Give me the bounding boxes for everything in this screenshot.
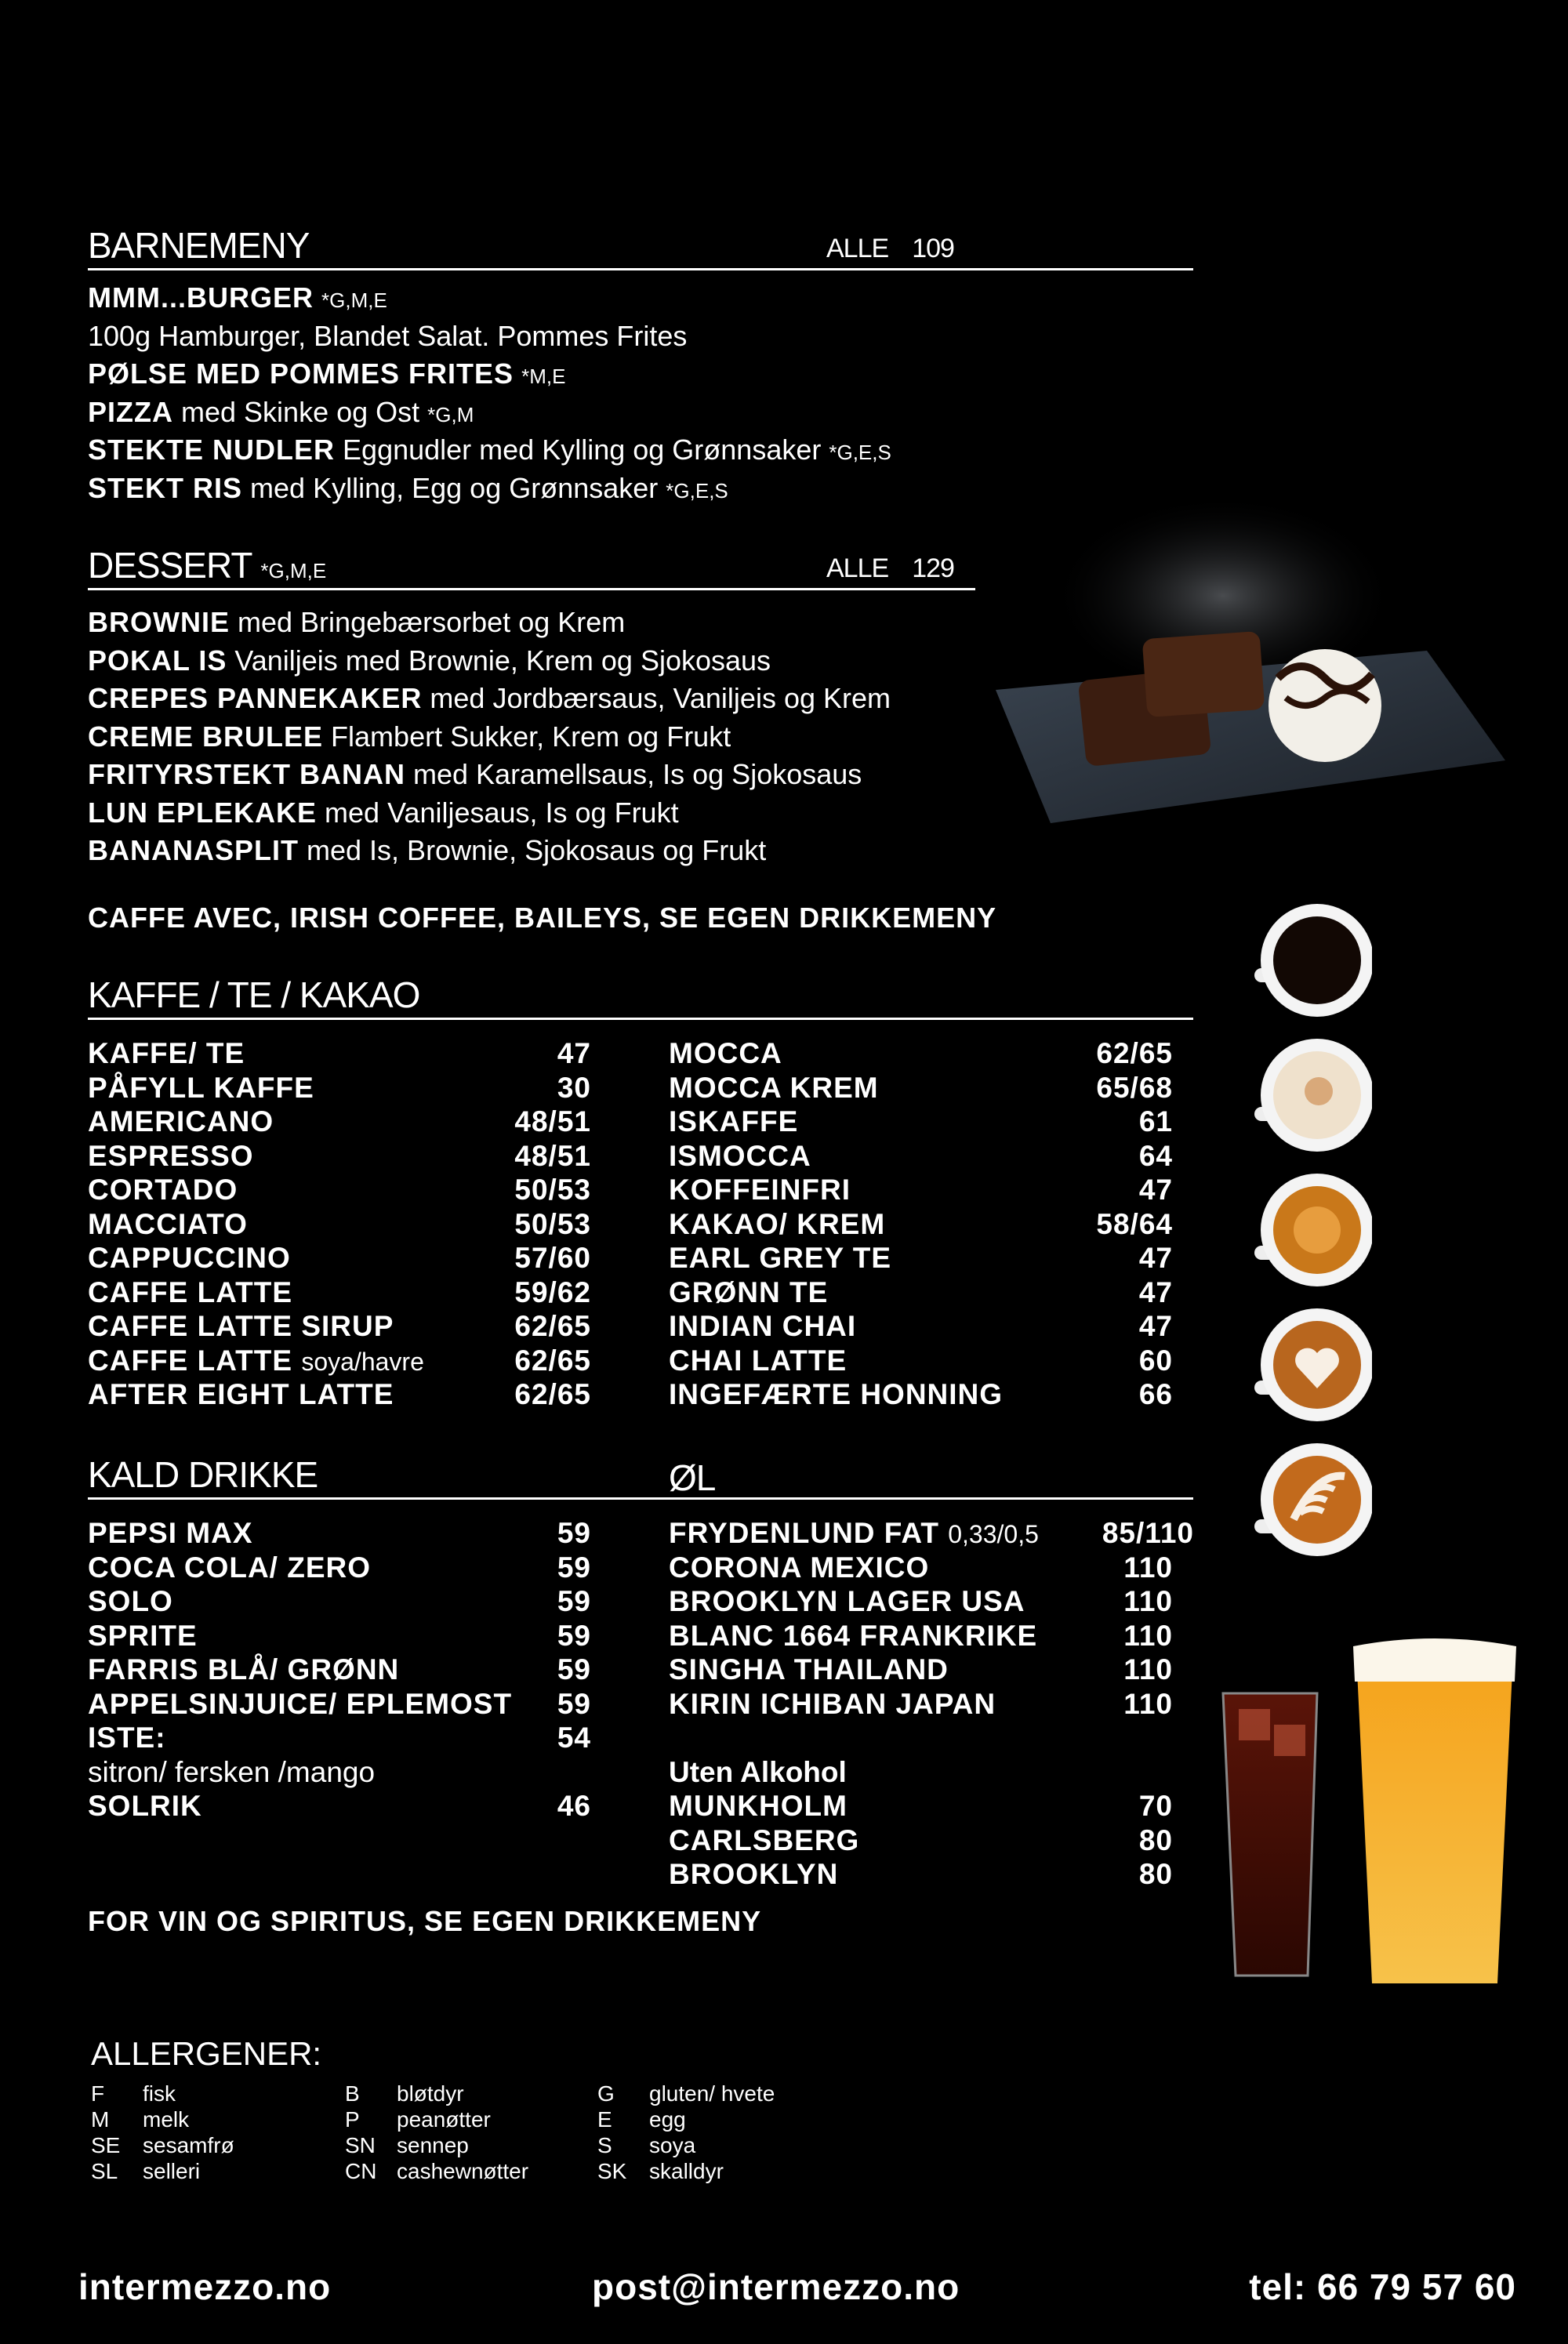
latte-heart-icon [1254, 1306, 1372, 1424]
row-price: 59 [557, 1619, 591, 1652]
row-label: ISTE: [88, 1722, 166, 1754]
barnemeny-item [88, 470, 728, 510]
price-row [669, 1857, 1173, 1892]
row-name [88, 1551, 371, 1585]
uten-alkohol-title: Uten Alkohol [669, 1755, 847, 1788]
dessert-item [88, 756, 862, 793]
item-name: FRITYRSTEKT BANAN [88, 758, 405, 790]
row-price: 110 [1123, 1619, 1173, 1652]
allergen-row [597, 2106, 775, 2132]
barnemeny-header [88, 227, 1193, 270]
row-name [669, 1584, 1025, 1619]
kaffe-title: KAFFE / TE / KAKAO [88, 974, 420, 1015]
row-label: KAFFE/ TE [88, 1037, 245, 1069]
row-label: KIRIN ICHIBAN JAPAN [669, 1687, 996, 1720]
row-price: 58/64 [1096, 1207, 1173, 1240]
price-row [88, 1516, 591, 1551]
dessert-item [88, 832, 766, 869]
row-price: 47 [557, 1037, 591, 1069]
row-label: CAPPUCCINO [88, 1242, 291, 1274]
row-price: 110 [1123, 1687, 1173, 1720]
allergen-row [345, 2081, 528, 2106]
allergen-code: M [91, 2107, 110, 2132]
row-price: 62/65 [514, 1378, 591, 1410]
row-label: PEPSI MAX [88, 1517, 253, 1549]
item-allergens: *M,E [521, 365, 566, 388]
row-price: 62/65 [514, 1310, 591, 1342]
price-row [88, 1789, 591, 1823]
row-name [669, 1275, 828, 1310]
allergen-row [91, 2081, 234, 2106]
row-price: 48/51 [514, 1105, 591, 1138]
notice-vin: FOR VIN OG SPIRITUS, SE EGEN DRIKKEMENY [88, 1905, 762, 1937]
row-name [669, 1207, 885, 1242]
row-name [669, 1139, 811, 1174]
price-row [669, 1241, 1173, 1275]
row-price: 66 [1138, 1378, 1173, 1410]
price-row [669, 1823, 1173, 1858]
allergen-name: sennep [397, 2133, 469, 2157]
row-label: GRØNN TE [669, 1275, 829, 1308]
row-price: 47 [1138, 1242, 1173, 1274]
row-price: 80 [1138, 1823, 1173, 1856]
item-desc: med Vaniljesaus, Is og Frukt [325, 796, 679, 829]
latte-art-icon [1254, 1441, 1372, 1558]
price-row [669, 1789, 1173, 1823]
espresso-icon [1254, 1171, 1372, 1289]
barnemeny-item [88, 431, 891, 471]
item-desc: med Karamellsaus, Is og Sjokosaus [413, 758, 862, 790]
row-name [669, 1653, 949, 1687]
row-label: INGEFÆRTE HONNING [669, 1378, 1004, 1410]
row-name [669, 1516, 1039, 1551]
kaffe-right-column [669, 1036, 1173, 1412]
ol-column [669, 1516, 1194, 1892]
dessert-item [88, 642, 771, 680]
row-name [88, 1071, 314, 1105]
row-label: PÅFYLL KAFFE [88, 1071, 314, 1104]
black-coffee-icon [1254, 902, 1372, 1019]
allergen-code: SL [91, 2159, 118, 2183]
item-name: BANANASPLIT [88, 834, 299, 866]
item-name: CREME BRULEE [88, 720, 324, 753]
coffee-cups [1254, 902, 1411, 1576]
row-price: 65/68 [1096, 1071, 1173, 1104]
item-desc: 100g Hamburger, Blandet Salat. Pommes Frites [88, 319, 688, 352]
item-name: CREPES PANNEKAKER [88, 682, 423, 714]
allergen-column-2 [345, 2081, 528, 2184]
item-allergens: *G,M,E [321, 288, 387, 312]
row-price: 47 [1138, 1310, 1173, 1342]
price-row [88, 1584, 591, 1619]
row-name [669, 1551, 929, 1585]
dessert-alle: ALLE 129 [826, 553, 954, 583]
barnemeny-item [88, 355, 565, 395]
allergen-code: F [91, 2081, 105, 2106]
row-name [88, 1105, 274, 1139]
item-name: PØLSE MED POMMES FRITES [88, 357, 514, 390]
row-name [88, 1687, 512, 1722]
kald-column [88, 1516, 591, 1823]
item-name: PIZZA [88, 395, 173, 428]
row-label: MOCCA [669, 1037, 782, 1069]
price-row [669, 1653, 1173, 1687]
price-row [88, 1344, 591, 1378]
drinks-photo [1207, 1638, 1521, 1999]
price-row [669, 1516, 1194, 1551]
allergen-row [345, 2158, 528, 2184]
row-price: 62/65 [1096, 1037, 1173, 1069]
row-sub: soya/havre [301, 1347, 424, 1376]
allergen-name: bløtdyr [397, 2081, 464, 2106]
row-price: 110 [1123, 1585, 1173, 1617]
row-label: BROOKLYN LAGER USA [669, 1585, 1025, 1617]
item-name: LUN EPLEKAKE [88, 796, 318, 829]
row-sub: 0,33/0,5 [948, 1520, 1039, 1548]
row-name [88, 1309, 394, 1344]
allergen-column-3 [597, 2081, 775, 2184]
row-price: 59 [557, 1517, 591, 1549]
row-label: ESPRESSO [88, 1139, 254, 1172]
row-label: SPRITE [88, 1619, 198, 1652]
row-name [88, 1789, 202, 1823]
barnemeny-item [88, 279, 387, 319]
row-price: 57/60 [514, 1242, 591, 1274]
allergen-name: gluten/ hvete [649, 2081, 775, 2106]
row-name: CARLSBERG [669, 1823, 860, 1856]
row-price: 60 [1138, 1344, 1173, 1377]
allergen-name: melk [143, 2107, 190, 2132]
row-name [88, 1139, 254, 1174]
item-allergens: *G,E,S [829, 441, 891, 464]
allergen-row [91, 2106, 234, 2132]
row-label: MOCCA KREM [669, 1071, 879, 1104]
price-row [669, 1036, 1173, 1071]
row-name [669, 1687, 996, 1722]
allergen-row [597, 2158, 775, 2184]
kaffe-header [88, 974, 1193, 1020]
dessert-allergens: *G,M,E [260, 559, 327, 582]
row-name [88, 1377, 394, 1412]
price-row [88, 1071, 591, 1105]
row-price: 59 [557, 1551, 591, 1584]
allergen-column-1 [91, 2081, 234, 2184]
price-row [669, 1377, 1173, 1412]
allergen-code: E [597, 2107, 612, 2132]
row-label: sitron/ fersken /mango [88, 1755, 376, 1788]
row-price: 59 [557, 1585, 591, 1617]
barnemeny-alle: ALLE 109 [826, 234, 954, 263]
dessert-item [88, 680, 891, 717]
row-label: COCA COLA/ ZERO [88, 1551, 372, 1584]
price-row [88, 1721, 591, 1755]
price-row [88, 1309, 591, 1344]
price-row [88, 1173, 591, 1207]
barnemeny-title: BARNEMENY [88, 225, 310, 266]
barnemeny-item [88, 394, 474, 434]
row-price: 110 [1123, 1551, 1173, 1584]
price-row [88, 1241, 591, 1275]
item-desc: Vaniljeis med Brownie, Krem og Sjokosaus [234, 644, 771, 677]
price-row [669, 1275, 1173, 1310]
row-label: INDIAN CHAI [669, 1310, 857, 1342]
dessert-item [88, 604, 625, 641]
item-name: MMM...BURGER [88, 281, 314, 314]
row-price: 80 [1138, 1858, 1173, 1890]
price-row [88, 1619, 591, 1653]
price-row [88, 1687, 591, 1722]
row-name [669, 1241, 891, 1275]
row-name [669, 1105, 798, 1139]
row-price: 46 [557, 1790, 591, 1822]
row-name [88, 1653, 399, 1687]
row-label: KAKAO/ KREM [669, 1207, 886, 1240]
kald-title: KALD DRIKKE [88, 1454, 318, 1495]
price-row [669, 1619, 1173, 1653]
item-name: STEKTE NUDLER [88, 434, 336, 466]
row-price: 30 [557, 1071, 591, 1104]
row-label: CHAI LATTE [669, 1344, 848, 1377]
row-label: ISMOCCA [669, 1139, 811, 1172]
price-row [669, 1584, 1173, 1619]
dessert-item [88, 794, 679, 832]
price-row [88, 1036, 591, 1071]
dessert-item [88, 718, 731, 756]
dessert-photo [988, 502, 1505, 831]
item-desc: Eggnudler med Kylling og Grønnsaker [343, 434, 822, 466]
row-price: 70 [1138, 1790, 1173, 1822]
allergen-row [345, 2106, 528, 2132]
price-row [669, 1105, 1173, 1139]
row-name [88, 1584, 173, 1619]
item-desc: Flambert Sukker, Krem og Frukt [331, 720, 731, 753]
allergen-name: fisk [143, 2081, 176, 2106]
row-label: CORTADO [88, 1174, 238, 1206]
kaffe-left-column [88, 1036, 591, 1412]
row-name [669, 1619, 1037, 1653]
row-label: EARL GREY TE [669, 1242, 892, 1274]
ol-title: ØL [669, 1457, 716, 1498]
row-price: 50/53 [514, 1174, 591, 1206]
allergen-code: S [597, 2133, 612, 2157]
row-name [88, 1207, 248, 1242]
row-name [88, 1173, 238, 1207]
row-name [88, 1755, 375, 1790]
row-label: CORONA MEXICO [669, 1551, 930, 1584]
row-label: KOFFEINFRI [669, 1174, 851, 1206]
row-label: SINGHA THAILAND [669, 1653, 949, 1685]
barnemeny-item [88, 317, 687, 355]
row-label: CAFFE LATTE SIRUP [88, 1310, 394, 1342]
allergener-title: ALLERGENER: [91, 2035, 322, 2072]
row-label: AMERICANO [88, 1105, 274, 1138]
allergen-row [91, 2158, 234, 2184]
allergen-code: SN [345, 2133, 376, 2157]
row-price: 110 [1123, 1653, 1173, 1685]
row-name [669, 1173, 851, 1207]
allergen-name: egg [649, 2107, 686, 2132]
row-name [669, 1309, 856, 1344]
price-row [669, 1551, 1173, 1585]
row-price: 47 [1138, 1275, 1173, 1308]
allergen-code: B [345, 2081, 360, 2106]
price-row [88, 1207, 591, 1242]
item-desc: med Is, Brownie, Sjokosaus og Frukt [307, 834, 767, 866]
row-name: MUNKHOLM [669, 1790, 848, 1822]
allergen-name: sesamfrø [143, 2133, 234, 2157]
row-label: ISKAFFE [669, 1105, 799, 1138]
footer-phone[interactable]: tel: 66 79 57 60 [1249, 2266, 1516, 2307]
allergen-row [91, 2132, 234, 2158]
price-row [88, 1275, 591, 1310]
row-name [88, 1721, 166, 1755]
allergen-name: soya [649, 2133, 696, 2157]
allergen-code: SK [597, 2159, 627, 2183]
allergen-code: G [597, 2081, 615, 2106]
row-label: FARRIS BLÅ/ GRØNN [88, 1653, 400, 1685]
row-name [88, 1275, 292, 1310]
item-name: POKAL IS [88, 644, 227, 677]
allergen-code: SE [91, 2133, 121, 2157]
row-label: CAFFE LATTE [88, 1275, 293, 1308]
row-price: 85/110 [1102, 1517, 1194, 1549]
price-row [88, 1755, 591, 1790]
row-price: 47 [1138, 1174, 1173, 1206]
allergen-row [345, 2132, 528, 2158]
price-row [88, 1377, 591, 1412]
item-desc: med Bringebærsorbet og Krem [238, 606, 626, 638]
row-price: 54 [557, 1722, 591, 1754]
row-price: 59/62 [514, 1275, 591, 1308]
allergen-name: peanøtter [397, 2107, 491, 2132]
row-name [669, 1071, 879, 1105]
price-row [88, 1551, 591, 1585]
item-name: BROWNIE [88, 606, 230, 638]
row-name [88, 1516, 253, 1551]
dessert-header [88, 547, 975, 590]
row-price: 50/53 [514, 1207, 591, 1240]
row-name: BROOKLYN [669, 1858, 839, 1890]
price-row [88, 1139, 591, 1174]
allergen-name: selleri [143, 2159, 201, 2183]
row-label: SOLO [88, 1585, 173, 1617]
price-row [669, 1139, 1173, 1174]
row-price: 62/65 [514, 1344, 591, 1377]
row-name [88, 1036, 245, 1071]
row-label: MACCIATO [88, 1207, 248, 1240]
row-name [88, 1619, 198, 1653]
item-allergens: *G,M [427, 402, 474, 426]
row-name [669, 1344, 847, 1378]
row-label: SOLRIK [88, 1790, 202, 1822]
row-price: 48/51 [514, 1139, 591, 1172]
price-row [88, 1105, 591, 1139]
drikke-header [88, 1454, 1193, 1500]
item-allergens: *G,E,S [666, 478, 728, 503]
row-label: FRYDENLUND FAT [669, 1517, 939, 1549]
row-label: APPELSINJUICE/ EPLEMOST [88, 1687, 513, 1720]
row-label: BLANC 1664 FRANKRIKE [669, 1619, 1038, 1652]
price-row [669, 1207, 1173, 1242]
row-name [669, 1377, 1003, 1412]
allergen-name: skalldyr [649, 2159, 724, 2183]
row-price: 59 [557, 1687, 591, 1720]
item-desc: med Kylling, Egg og Grønnsaker [250, 471, 659, 504]
allergen-code: CN [345, 2159, 377, 2183]
row-name [669, 1036, 782, 1071]
row-name [88, 1344, 424, 1378]
allergen-name: cashewnøtter [397, 2159, 529, 2183]
allergen-row [597, 2132, 775, 2158]
notice-coffee: CAFFE AVEC, IRISH COFFEE, BAILEYS, SE EGEN DRIKKEMENY [88, 902, 997, 934]
item-desc: med Skinke og Ost [181, 395, 420, 428]
cappuccino-icon [1254, 1036, 1372, 1154]
price-row [88, 1653, 591, 1687]
row-label: CAFFE LATTE [88, 1344, 293, 1377]
row-label: AFTER EIGHT LATTE [88, 1378, 394, 1410]
row-price: 61 [1138, 1105, 1173, 1138]
dessert-title: DESSERT [88, 545, 252, 586]
row-price: 59 [557, 1653, 591, 1685]
item-name: STEKT RIS [88, 471, 243, 504]
price-row [669, 1687, 1173, 1722]
price-row [669, 1309, 1173, 1344]
footer-website[interactable]: intermezzo.no [78, 2266, 332, 2307]
price-row [669, 1173, 1173, 1207]
footer-email[interactable]: post@intermezzo.no [592, 2266, 960, 2307]
price-row [669, 1071, 1173, 1105]
allergen-row [597, 2081, 775, 2106]
price-row [669, 1344, 1173, 1378]
allergen-code: P [345, 2107, 360, 2132]
row-price: 64 [1138, 1139, 1173, 1172]
row-name [88, 1241, 291, 1275]
item-desc: med Jordbærsaus, Vaniljeis og Krem [430, 682, 891, 714]
